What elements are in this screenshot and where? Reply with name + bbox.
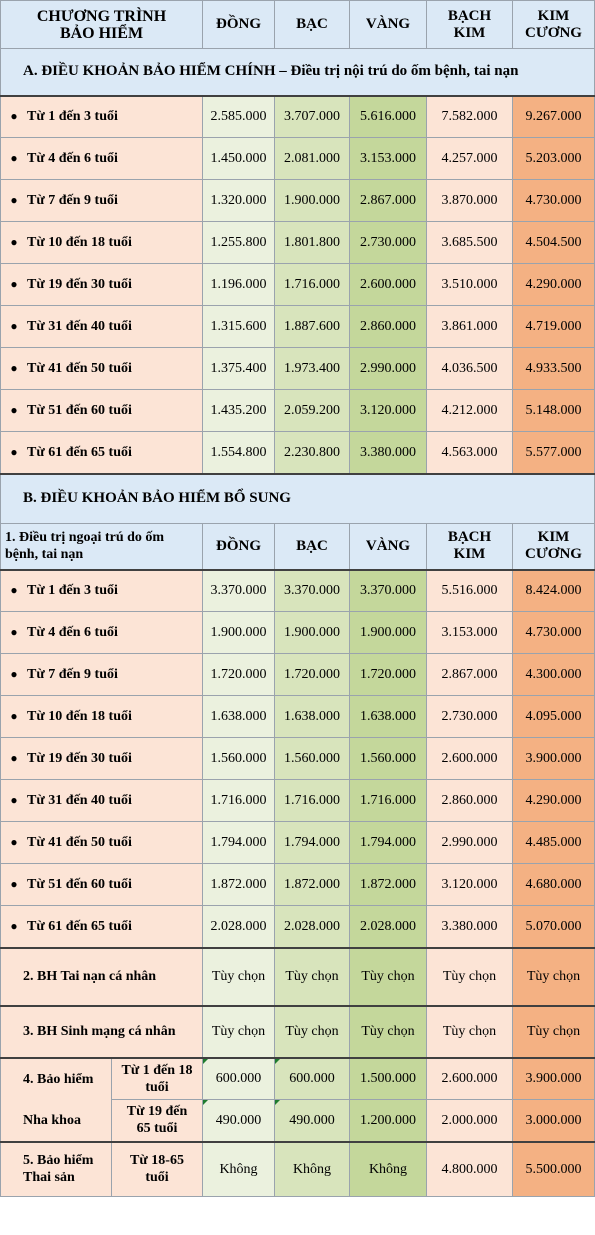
value-kim-cuong: 4.504.500: [513, 222, 595, 264]
tier-header-line2: CƯƠNG: [525, 24, 582, 41]
program-header-line2: BẢO HIỂM: [59, 24, 144, 42]
value-bac: 1.887.600: [275, 306, 350, 348]
bullet-icon: ●: [10, 583, 18, 598]
tier-header-line2: KIM: [453, 24, 486, 41]
age-group-text: Từ 61 đến 65 tuổi: [27, 444, 132, 460]
bullet-icon: ●: [10, 835, 18, 849]
value-vang: Tùy chọn: [350, 948, 427, 1006]
value-bac: 3.370.000: [275, 570, 350, 612]
value-bach-kim: 3.380.000: [427, 906, 513, 948]
value-kim-cuong: 4.095.000: [513, 696, 595, 738]
tier-header-bach-kim: [427, 1, 513, 49]
personal-life-row: [1, 1006, 595, 1058]
value-vang: 2.990.000: [350, 348, 427, 390]
value-bach-kim: 2.600.000: [427, 738, 513, 780]
value-vang: 1.900.000: [350, 612, 427, 654]
age-group-text: Từ 7 đến 9 tuổi: [27, 667, 118, 682]
maternity-label: [1, 1142, 203, 1197]
value-dong: Không: [203, 1142, 275, 1197]
bullet-icon: ●: [10, 235, 18, 249]
bullet-icon: ●: [10, 709, 18, 723]
value-vang: Tùy chọn: [350, 1006, 427, 1058]
tier-header-line1: BẠCH: [447, 529, 492, 546]
table-row: [1, 138, 595, 180]
value-bac: 600.000: [275, 1058, 350, 1100]
bullet-icon: ●: [10, 667, 18, 681]
table-row: [1, 348, 595, 390]
table-row: [1, 96, 595, 138]
value-bac: 1.801.800: [275, 222, 350, 264]
personal-accident-row: [1, 948, 595, 1006]
age-group-text: Từ 31 đến 40 tuổi: [27, 319, 132, 334]
value-bach-kim: 2.600.000: [427, 1058, 513, 1100]
age-group-label: [1, 696, 203, 738]
program-header-line1: CHƯƠNG TRÌNH: [36, 7, 167, 25]
value-bac: 1.973.400: [275, 348, 350, 390]
age-group-text: Từ 19 đến 30 tuổi: [27, 277, 132, 292]
value-vang: 5.616.000: [350, 96, 427, 138]
dental-age-line2: tuổi: [145, 1079, 169, 1095]
value-kim-cuong: 9.267.000: [513, 96, 595, 138]
table-row: [1, 432, 595, 474]
table-row: [1, 906, 595, 948]
value-vang: Không: [350, 1142, 427, 1197]
dental-age-line1: Từ 1 đến 18: [121, 1062, 193, 1078]
value-dong: 1.638.000: [203, 696, 275, 738]
dental-label-line1: 4. Bảo hiểm: [23, 1071, 94, 1087]
maternity-age-line1: Từ 18-65: [130, 1153, 184, 1169]
value-bach-kim: 3.510.000: [427, 264, 513, 306]
age-group-text: Từ 61 đến 65 tuổi: [27, 918, 132, 934]
value-dong: 1.872.000: [203, 864, 275, 906]
value-bac: 1.794.000: [275, 822, 350, 864]
value-vang: 3.380.000: [350, 432, 427, 474]
value-bach-kim: 4.257.000: [427, 138, 513, 180]
value-bach-kim: 3.153.000: [427, 612, 513, 654]
value-kim-cuong: 4.290.000: [513, 780, 595, 822]
value-kim-cuong: 5.577.000: [513, 432, 595, 474]
value-dong: 1.720.000: [203, 654, 275, 696]
value-kim-cuong: 5.148.000: [513, 390, 595, 432]
dental-age-group: [112, 1059, 202, 1101]
age-group-label: [1, 138, 203, 180]
dental-age-group: [112, 1100, 202, 1141]
age-group-label: [1, 780, 203, 822]
value-bach-kim: Tùy chọn: [427, 948, 513, 1006]
value-dong: 1.560.000: [203, 738, 275, 780]
value-kim-cuong: 4.290.000: [513, 264, 595, 306]
value-vang: 2.730.000: [350, 222, 427, 264]
value-bach-kim: 2.860.000: [427, 780, 513, 822]
value-dong: 1.315.600: [203, 306, 275, 348]
value-vang: 1.794.000: [350, 822, 427, 864]
value-dong: 1.320.000: [203, 180, 275, 222]
value-kim-cuong: 4.730.000: [513, 180, 595, 222]
age-group-label: [1, 390, 203, 432]
bullet-icon: ●: [10, 109, 18, 124]
tier-header-kim-cuong: [513, 524, 595, 570]
value-kim-cuong: 5.500.000: [513, 1142, 595, 1197]
dental-age-line1: Từ 19 đến: [126, 1104, 188, 1120]
age-group-label: [1, 348, 203, 390]
tier-header-line1: VÀNG: [365, 16, 411, 32]
table-row: [1, 654, 595, 696]
value-dong: 2.028.000: [203, 906, 275, 948]
value-dong: 600.000: [203, 1058, 275, 1100]
value-bac: 2.028.000: [275, 906, 350, 948]
value-dong: Tùy chọn: [203, 948, 275, 1006]
personal-life-row-label: 3. BH Sinh mạng cá nhân: [1, 1006, 203, 1058]
tier-header-vang: [350, 524, 427, 570]
value-dong: 1.716.000: [203, 780, 275, 822]
age-group-label: [1, 306, 203, 348]
value-kim-cuong: 4.300.000: [513, 654, 595, 696]
value-kim-cuong: 3.900.000: [513, 738, 595, 780]
value-kim-cuong: Tùy chọn: [513, 1006, 595, 1058]
value-bac: 2.081.000: [275, 138, 350, 180]
value-kim-cuong: 8.424.000: [513, 570, 595, 612]
dental-row: [1, 1058, 595, 1100]
section-a-row: [1, 49, 595, 96]
value-bach-kim: 2.990.000: [427, 822, 513, 864]
value-bach-kim: 2.867.000: [427, 654, 513, 696]
value-vang: 1.720.000: [350, 654, 427, 696]
table-row: [1, 822, 595, 864]
dental-label-line2: Nha khoa: [23, 1112, 81, 1128]
age-group-text: Từ 10 đến 18 tuổi: [27, 709, 132, 724]
tier-header-kim-cuong: [513, 1, 595, 49]
value-vang: 3.370.000: [350, 570, 427, 612]
age-group-text: Từ 31 đến 40 tuổi: [27, 793, 132, 808]
value-bach-kim: 4.036.500: [427, 348, 513, 390]
value-dong: 3.370.000: [203, 570, 275, 612]
bullet-icon: ●: [10, 918, 18, 933]
value-bach-kim: 7.582.000: [427, 96, 513, 138]
program-header: [1, 1, 203, 49]
value-dong: 1.794.000: [203, 822, 275, 864]
value-vang: 1.500.000: [350, 1058, 427, 1100]
age-group-label: [1, 864, 203, 906]
age-group-text: Từ 41 đến 50 tuổi: [27, 835, 132, 850]
value-dong: 490.000: [203, 1100, 275, 1142]
age-group-text: Từ 1 đến 3 tuổi: [27, 583, 118, 599]
value-dong: 1.900.000: [203, 612, 275, 654]
age-group-label: [1, 570, 203, 612]
value-bac: Tùy chọn: [275, 948, 350, 1006]
value-vang: 1.716.000: [350, 780, 427, 822]
bullet-icon: ●: [10, 151, 18, 165]
value-bac: 490.000: [275, 1100, 350, 1142]
value-kim-cuong: 4.485.000: [513, 822, 595, 864]
maternity-row: [1, 1142, 595, 1197]
personal-accident-row-label: 2. BH Tai nạn cá nhân: [1, 948, 203, 1006]
value-vang: 1.200.000: [350, 1100, 427, 1142]
value-kim-cuong: 4.719.000: [513, 306, 595, 348]
value-dong: 1.435.200: [203, 390, 275, 432]
tier-header-bac: [275, 1, 350, 49]
value-kim-cuong: 5.070.000: [513, 906, 595, 948]
tier-header-line1: VÀNG: [365, 537, 411, 554]
table-row: [1, 390, 595, 432]
header-row: [1, 1, 595, 49]
table-row: [1, 612, 595, 654]
value-bac: 1.872.000: [275, 864, 350, 906]
bullet-icon: ●: [10, 444, 18, 459]
value-dong: 1.196.000: [203, 264, 275, 306]
age-group-label: [1, 222, 203, 264]
value-bac: 1.900.000: [275, 612, 350, 654]
table-row: [1, 570, 595, 612]
value-bach-kim: 4.800.000: [427, 1142, 513, 1197]
bullet-icon: ●: [10, 319, 18, 333]
value-bac: 1.720.000: [275, 654, 350, 696]
bullet-icon: ●: [10, 751, 18, 765]
tier-header-line2: KIM: [453, 546, 486, 563]
table-row: [1, 780, 595, 822]
value-bach-kim: 2.730.000: [427, 696, 513, 738]
age-group-label: [1, 264, 203, 306]
table-row: [1, 696, 595, 738]
outpatient-title: [1, 524, 203, 570]
outpatient-title-line1: 1. Điều trị ngoại trú do ốm: [5, 530, 165, 546]
value-dong: 1.554.800: [203, 432, 275, 474]
table-row: [1, 738, 595, 780]
value-vang: 1.872.000: [350, 864, 427, 906]
value-dong: 1.450.000: [203, 138, 275, 180]
value-vang: 3.153.000: [350, 138, 427, 180]
value-bach-kim: 5.516.000: [427, 570, 513, 612]
tier-header-line1: BẠC: [296, 16, 328, 32]
outpatient-title-line2: bệnh, tai nạn: [5, 547, 84, 563]
age-group-label: [1, 822, 203, 864]
value-bach-kim: 2.000.000: [427, 1100, 513, 1142]
age-group-text: Từ 4 đến 6 tuổi: [27, 625, 118, 640]
age-group-text: Từ 19 đến 30 tuổi: [27, 751, 132, 766]
value-kim-cuong: 3.900.000: [513, 1058, 595, 1100]
tier-header-dong: [203, 524, 275, 570]
value-kim-cuong: 5.203.000: [513, 138, 595, 180]
value-dong: Tùy chọn: [203, 1006, 275, 1058]
value-vang: 2.600.000: [350, 264, 427, 306]
value-vang: 2.867.000: [350, 180, 427, 222]
value-bac: 1.716.000: [275, 264, 350, 306]
age-group-text: Từ 4 đến 6 tuổi: [27, 151, 118, 166]
value-bach-kim: 3.120.000: [427, 864, 513, 906]
value-bac: 1.900.000: [275, 180, 350, 222]
age-group-label: [1, 612, 203, 654]
age-group-text: Từ 41 đến 50 tuổi: [27, 361, 132, 376]
maternity-label-line1: 5. Bảo hiểm: [23, 1153, 94, 1169]
age-group-label: [1, 906, 203, 948]
dental-label: [1, 1058, 203, 1142]
value-bach-kim: Tùy chọn: [427, 1006, 513, 1058]
tier-header-line2: CƯƠNG: [525, 546, 582, 563]
tier-header-line1: ĐỒNG: [216, 16, 261, 32]
value-bach-kim: 4.212.000: [427, 390, 513, 432]
bullet-icon: ●: [10, 793, 18, 807]
value-kim-cuong: Tùy chọn: [513, 948, 595, 1006]
value-bach-kim: 3.870.000: [427, 180, 513, 222]
value-bac: 1.638.000: [275, 696, 350, 738]
value-bac: 2.059.200: [275, 390, 350, 432]
value-bach-kim: 4.563.000: [427, 432, 513, 474]
age-group-text: Từ 51 đến 60 tuổi: [27, 403, 132, 418]
bullet-icon: ●: [10, 277, 18, 291]
bullet-icon: ●: [10, 361, 18, 375]
table-row: [1, 222, 595, 264]
age-group-text: Từ 51 đến 60 tuổi: [27, 877, 132, 892]
tier-header-line1: BẠCH: [447, 7, 492, 24]
bullet-icon: ●: [10, 625, 18, 639]
section-a-title: A. ĐIỀU KHOẢN BẢO HIỂM CHÍNH – Điều trị nội trú do ốm bệnh, tai nạn: [1, 49, 595, 96]
value-vang: 2.860.000: [350, 306, 427, 348]
value-kim-cuong: 3.000.000: [513, 1100, 595, 1142]
age-group-text: Từ 1 đến 3 tuổi: [27, 109, 118, 125]
value-bac: 3.707.000: [275, 96, 350, 138]
value-vang: 1.638.000: [350, 696, 427, 738]
tier-header-bac: [275, 524, 350, 570]
bullet-icon: ●: [10, 193, 18, 207]
tier-header-bach-kim: [427, 524, 513, 570]
value-bac: 2.230.800: [275, 432, 350, 474]
value-dong: 2.585.000: [203, 96, 275, 138]
maternity-age-line2: tuổi: [145, 1170, 169, 1186]
age-group-label: [1, 180, 203, 222]
tier-header-line1: KIM: [537, 7, 570, 24]
age-group-text: Từ 7 đến 9 tuổi: [27, 193, 118, 208]
value-kim-cuong: 4.680.000: [513, 864, 595, 906]
maternity-label-line2: Thai sản: [23, 1170, 75, 1186]
section-b-title: B. ĐIỀU KHOẢN BẢO HIỂM BỔ SUNG: [1, 474, 595, 524]
age-group-label: [1, 432, 203, 474]
tier-header-vang: [350, 1, 427, 49]
value-vang: 2.028.000: [350, 906, 427, 948]
age-group-label: [1, 96, 203, 138]
value-bac: Không: [275, 1142, 350, 1197]
value-kim-cuong: 4.933.500: [513, 348, 595, 390]
value-vang: 3.120.000: [350, 390, 427, 432]
value-bach-kim: 3.685.500: [427, 222, 513, 264]
value-bac: Tùy chọn: [275, 1006, 350, 1058]
age-group-label: [1, 654, 203, 696]
outpatient-header-row: [1, 524, 595, 570]
value-dong: 1.255.800: [203, 222, 275, 264]
bullet-icon: ●: [10, 877, 18, 891]
value-vang: 1.560.000: [350, 738, 427, 780]
table-row: [1, 864, 595, 906]
table-row: [1, 306, 595, 348]
age-group-text: Từ 10 đến 18 tuổi: [27, 235, 132, 250]
table-row: [1, 264, 595, 306]
value-dong: 1.375.400: [203, 348, 275, 390]
tier-header-line1: ĐỒNG: [216, 537, 261, 554]
section-b-row: [1, 474, 595, 524]
value-bach-kim: 3.861.000: [427, 306, 513, 348]
value-bac: 1.560.000: [275, 738, 350, 780]
value-kim-cuong: 4.730.000: [513, 612, 595, 654]
table-row: [1, 180, 595, 222]
dental-age-line2: 65 tuổi: [136, 1121, 178, 1137]
tier-header-dong: [203, 1, 275, 49]
value-bac: 1.716.000: [275, 780, 350, 822]
age-group-label: [1, 738, 203, 780]
bullet-icon: ●: [10, 403, 18, 417]
tier-header-line1: KIM: [537, 529, 570, 546]
tier-header-line1: BẠC: [296, 537, 328, 554]
